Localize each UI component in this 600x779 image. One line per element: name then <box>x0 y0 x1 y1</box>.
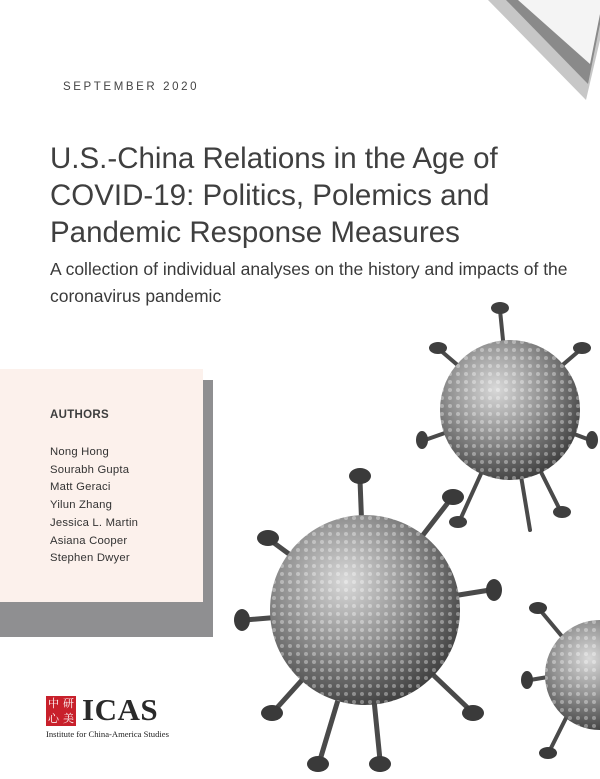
publication-date: SEPTEMBER 2020 <box>63 81 200 93</box>
corner-decoration <box>400 0 600 140</box>
page-title: U.S.-China Relations in the Age of COVID-19: Politics, Polemics and Pandemic Response Measures <box>50 142 498 249</box>
page-subtitle: A collection of individual analyses on the history and impacts of the coronavirus pandemic <box>50 259 568 306</box>
icas-seal <box>46 696 76 726</box>
authors-list <box>50 444 138 568</box>
seal-char: 心 <box>48 712 59 725</box>
author-name: Matt Geraci <box>50 481 111 494</box>
seal-char: 美 <box>63 712 74 725</box>
author-name: Asiana Cooper <box>50 534 128 547</box>
author-name: Nong Hong <box>50 446 109 458</box>
logo-acronym: ICAS <box>82 692 159 727</box>
author-name: Jessica L. Martin <box>50 516 139 529</box>
author-name: Sourabh Gupta <box>50 463 130 476</box>
author-name: Yilun Zhang <box>50 499 113 512</box>
seal-char: 研 <box>63 697 74 710</box>
author-name: Stephen Dwyer <box>50 552 130 565</box>
coronavirus-illustration <box>230 290 600 779</box>
seal-char: 中 <box>48 697 59 710</box>
authors-heading: AUTHORS <box>50 409 109 421</box>
authors-panel <box>0 369 203 602</box>
logo-full-name: Institute for China-America Studies <box>46 729 169 739</box>
